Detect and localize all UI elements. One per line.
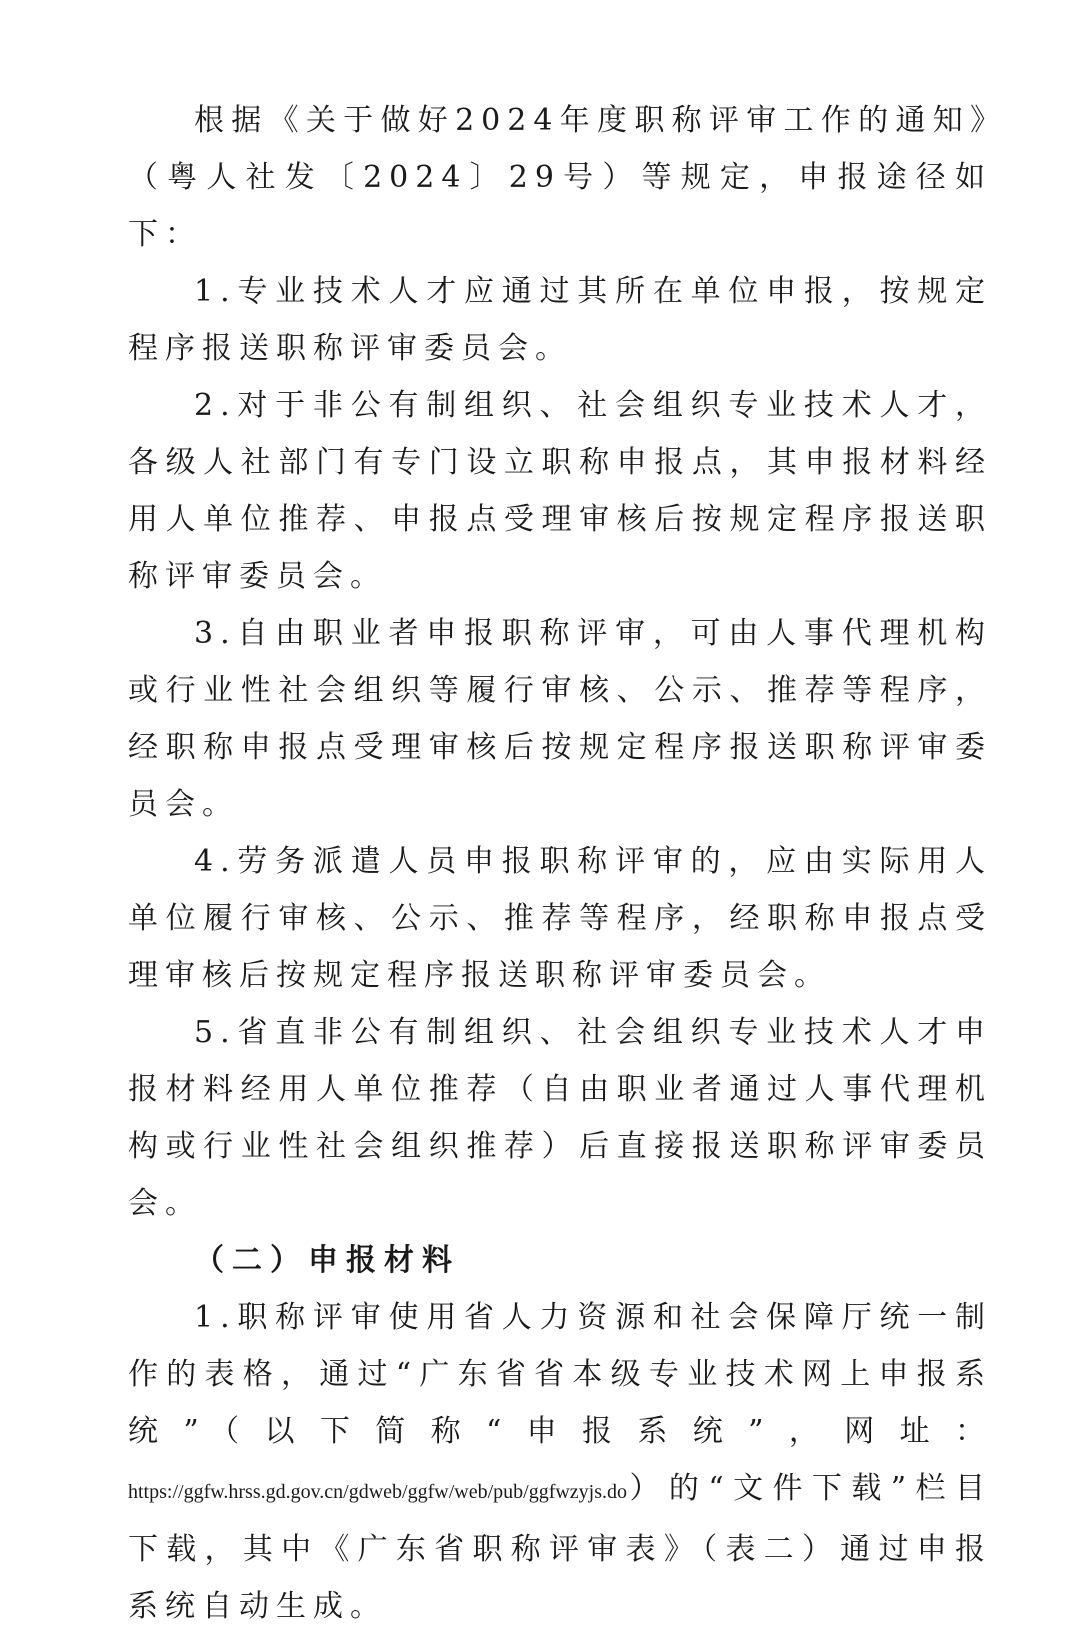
paragraph-item-4: 4.劳务派遣人员申报职称评审的，应由实际用人单位履行审核、公示、推荐等程序，经职称申报点受理审核后按规定程序报送职称评审委员会。 [128,844,992,993]
paragraph-item-1: 1.专业技术人才应通过其所在单位申报，按规定程序报送职称评审委员会。 [128,274,992,366]
document-body [128,92,992,1635]
paragraph-item-2: 2.对于非公有制组织、社会组织专业技术人才，各级人社部门有专门设立职称申报点，其申报材料经用人单位推荐、申报点受理审核后按规定程序报送职称评审委员会。 [128,388,992,594]
materials-text-before-url: 1.职称评审使用省人力资源和社会保障厅统一制作的表格，通过“广东省省本级专业技术网上申报系统”（以下简称“申报系统”，网址： [128,1300,992,1449]
section-heading: （二）申报材料 [194,1243,460,1278]
materials-text-after-url: ）的“文件下载”栏目下载，其中《广东省职称评审表》（表二）通过申报系统自动生成。 [128,1471,992,1624]
paragraph-intro: 根据《关于做好2024年度职称评审工作的通知》（粤人社发〔2024〕29号）等规定，申报途径如下： [128,103,992,252]
paragraph-item-3: 3.自由职业者申报职称评审，可由人事代理机构或行业性社会组织等履行审核、公示、推荐等程序，经职称申报点受理审核后按规定程序报送职称评审委员会。 [128,616,992,822]
paragraph-materials-item-1 [128,1289,992,1635]
system-url: https://ggfw.hrss.gd.gov.cn/gdweb/ggfw/web/pub/ggfwzyjs.do [128,1481,628,1503]
paragraph-item-5: 5.省直非公有制组织、社会组织专业技术人才申报材料经用人单位推荐（自由职业者通过人事代理机构或行业性社会组织推荐）后直接报送职称评审委员会。 [128,1015,992,1221]
